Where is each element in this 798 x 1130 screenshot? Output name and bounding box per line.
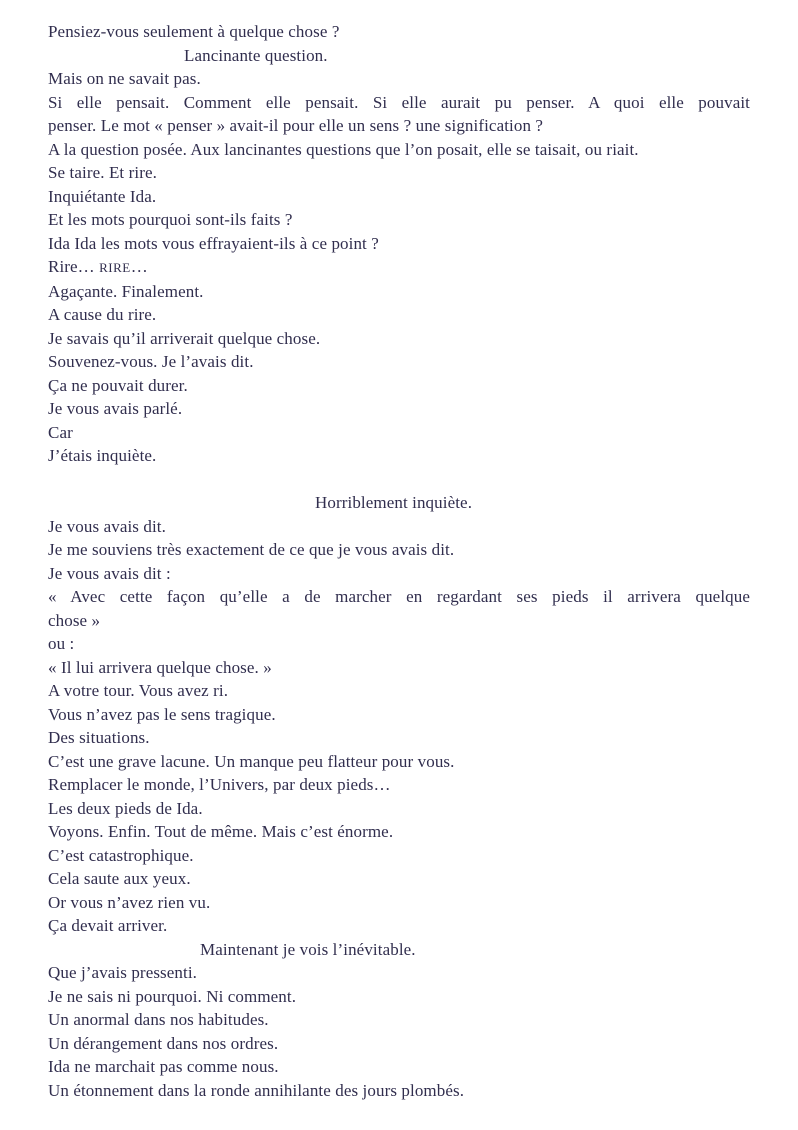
- text-line: Se taire. Et rire.: [48, 163, 157, 182]
- text-line: Que j’avais pressenti.: [48, 963, 198, 982]
- text-line: « Il lui arrivera quelque chose. »: [48, 657, 272, 677]
- text-line: Si elle pensait. Comment elle pensait. Si elle aurait pu penser. A quoi elle pouvait: [48, 92, 750, 112]
- text-line: Ça ne pouvait durer.: [48, 375, 188, 395]
- text-line: Vous n’avez pas le sens tragique.: [48, 704, 276, 724]
- text-line: Je vous avais dit :: [48, 563, 171, 583]
- text-block: [48, 20, 750, 1102]
- text-line: A la question posée. Aux lancinantes questions que l’on posait, elle se taisait, ou riait.: [48, 139, 639, 159]
- text-line: Un anormal dans nos habitudes.: [48, 1010, 269, 1029]
- text-line: A cause du rire.: [48, 305, 157, 324]
- text-line: chose »: [48, 610, 101, 630]
- text-line: Remplacer le monde, l’Univers, par deux pieds…: [48, 775, 391, 794]
- text-line: Or vous n’avez rien vu.: [48, 892, 211, 912]
- text-line: Car: [48, 422, 73, 442]
- text-line: J’étais inquiète.: [48, 446, 157, 465]
- text-line: Je vous avais parlé.: [48, 399, 183, 418]
- text-line: [48, 255, 750, 280]
- text-line: C’est une grave lacune. Un manque peu flatteur pour vous.: [48, 751, 455, 771]
- text-line: Et les mots pourquoi sont-ils faits ?: [48, 210, 293, 229]
- text-line: C’est catastrophique.: [48, 845, 194, 865]
- text-segment: …: [130, 257, 148, 276]
- text-line: Ça devait arriver.: [48, 916, 168, 935]
- text-line: Un dérangement dans nos ordres.: [48, 1033, 279, 1053]
- text-line: Agaçante. Finalement.: [48, 281, 204, 301]
- text-line: Horriblement inquiète.: [315, 493, 473, 512]
- text-line: Voyons. Enfin. Tout de même. Mais c’est énorme.: [48, 822, 394, 841]
- text-line: Je me souviens très exactement de ce que je vous avais dit.: [48, 540, 455, 559]
- text-line: « Avec cette façon qu’elle a de marcher en regardant ses pieds il arrivera quelque: [48, 587, 750, 606]
- text-line: Un étonnement dans la ronde annihilante des jours plombés.: [48, 1080, 465, 1100]
- text-segment: Rire…: [48, 257, 100, 276]
- text-line: Je vous avais dit.: [48, 516, 166, 536]
- text-line: Je savais qu’il arriverait quelque chose.: [48, 328, 321, 348]
- text-line: Les deux pieds de Ida.: [48, 798, 203, 818]
- text-line: Inquiétante Ida.: [48, 186, 157, 206]
- text-line: Des situations.: [48, 728, 150, 747]
- text-line: Maintenant je vois l’inévitable.: [200, 939, 416, 959]
- text-line: Souvenez-vous. Je l’avais dit.: [48, 352, 254, 371]
- text-line: Cela saute aux yeux.: [48, 869, 191, 888]
- text-line: A votre tour. Vous avez ri.: [48, 681, 229, 700]
- text-line: Mais on ne savait pas.: [48, 69, 201, 88]
- text-line: Lancinante question.: [184, 45, 328, 65]
- text-line: Pensiez-vous seulement à quelque chose ?: [48, 22, 340, 41]
- text-line: Je ne sais ni pourquoi. Ni comment.: [48, 986, 297, 1006]
- text-line: Ida Ida les mots vous effrayaient-ils à ce point ?: [48, 233, 379, 253]
- text-line: ou :: [48, 634, 75, 653]
- text-line: penser. Le mot « penser » avait-il pour elle un sens ? une signification ?: [48, 116, 544, 135]
- blank-line: [48, 468, 750, 492]
- text-line: Ida ne marchait pas comme nous.: [48, 1057, 279, 1076]
- smallcaps-text: RIRE: [99, 260, 131, 275]
